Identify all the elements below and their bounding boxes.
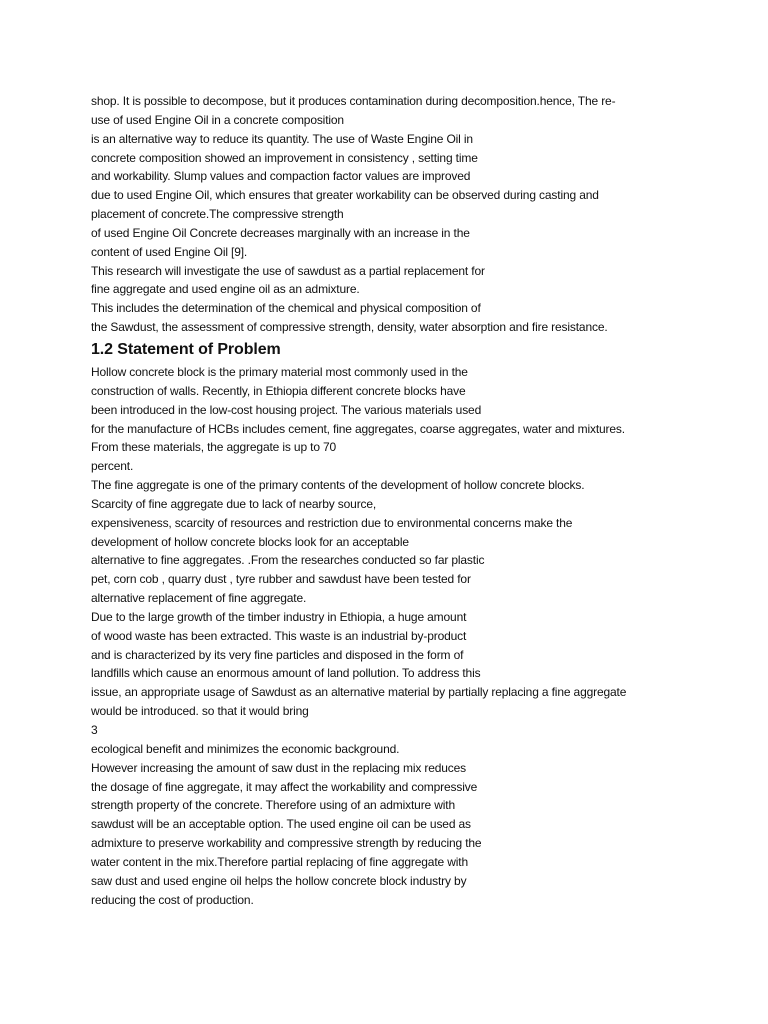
text-line: use of used Engine Oil in a concrete composition <box>91 112 344 127</box>
text-line: Hollow concrete block is the primary material most commonly used in the <box>91 364 468 379</box>
text-line: saw dust and used engine oil helps the hollow concrete block industry by <box>91 873 467 888</box>
text-line: alternative replacement of fine aggregate. <box>91 591 307 606</box>
text-line: shop. It is possible to decompose, but it produces contamination during decomposition.hence, The re- <box>91 94 616 108</box>
text-line: concrete composition showed an improvement in consistency , setting time <box>91 150 478 165</box>
text-line: However increasing the amount of saw dust in the replacing mix reduces <box>91 760 467 775</box>
text-line: Due to the large growth of the timber industry in Ethiopia, a huge amount <box>91 609 467 624</box>
text-line: of used Engine Oil Concrete decreases marginally with an increase in the <box>91 225 470 240</box>
text-line: issue, an appropriate usage of Sawdust as an alternative material by partially replacing a fine aggregate <box>91 685 627 700</box>
section-heading: 1.2 Statement of Problem <box>91 340 281 358</box>
text-line: Scarcity of fine aggregate due to lack of nearby source, <box>91 496 377 511</box>
text-line: development of hollow concrete blocks look for an acceptable <box>91 534 409 549</box>
text-line: for the manufacture of HCBs includes cement, fine aggregates, coarse aggregates, water and mixtures. <box>91 421 625 436</box>
text-line: of wood waste has been extracted. This waste is an industrial by-product <box>91 628 467 643</box>
text-line: landfills which cause an enormous amount of land pollution. To address this <box>91 666 481 681</box>
text-line: fine aggregate and used engine oil as an admixture. <box>91 282 360 297</box>
text-line: reducing the cost of production. <box>91 892 254 907</box>
text-line: strength property of the concrete. Therefore using of an admixture with <box>91 798 455 813</box>
text-line: percent. <box>91 459 134 474</box>
text-line: and workability. Slump values and compaction factor values are improved <box>91 169 471 184</box>
text-line: been introduced in the low-cost housing project. The various materials used <box>91 402 482 417</box>
text-line: content of used Engine Oil [9]. <box>91 244 248 259</box>
text-line: The fine aggregate is one of the primary contents of the development of hollow concrete blocks. <box>91 478 585 493</box>
text-line: ecological benefit and minimizes the economic background. <box>91 741 400 756</box>
text-line: admixture to preserve workability and compressive strength by reducing the <box>91 836 482 851</box>
text-line: the dosage of fine aggregate, it may affect the workability and compressive <box>91 779 478 794</box>
text-line: expensiveness, scarcity of resources and restriction due to environmental concerns make the <box>91 515 573 530</box>
text-line: This research will investigate the use of sawdust as a partial replacement for <box>91 263 485 278</box>
page-number: 3 <box>91 723 98 737</box>
text-line: is an alternative way to reduce its quantity. The use of Waste Engine Oil in <box>91 131 473 146</box>
text-line: pet, corn cob , quarry dust , tyre rubber and sawdust have been tested for <box>91 572 471 587</box>
intro-text-block <box>91 92 766 337</box>
problem-statement-block <box>91 363 766 909</box>
text-line: placement of concrete.The compressive strength <box>91 207 344 222</box>
document-page <box>91 92 766 909</box>
text-line: sawdust will be an acceptable option. The used engine oil can be used as <box>91 817 471 832</box>
text-line: alternative to fine aggregates. .From the researches conducted so far plastic <box>91 553 485 568</box>
text-line: the Sawdust, the assessment of compressive strength, density, water absorption and fire resistance. <box>91 320 608 335</box>
text-line: and is characterized by its very fine particles and disposed in the form of <box>91 647 464 662</box>
text-line: water content in the mix.Therefore partial replacing of fine aggregate with <box>91 854 468 869</box>
text-line: This includes the determination of the chemical and physical composition of <box>91 301 481 316</box>
text-line: due to used Engine Oil, which ensures that greater workability can be observed during casting and <box>91 188 599 203</box>
text-line: construction of walls. Recently, in Ethiopia different concrete blocks have <box>91 383 466 398</box>
text-line: would be introduced. so that it would bring <box>91 704 309 719</box>
text-line: From these materials, the aggregate is up to 70 <box>91 440 337 455</box>
